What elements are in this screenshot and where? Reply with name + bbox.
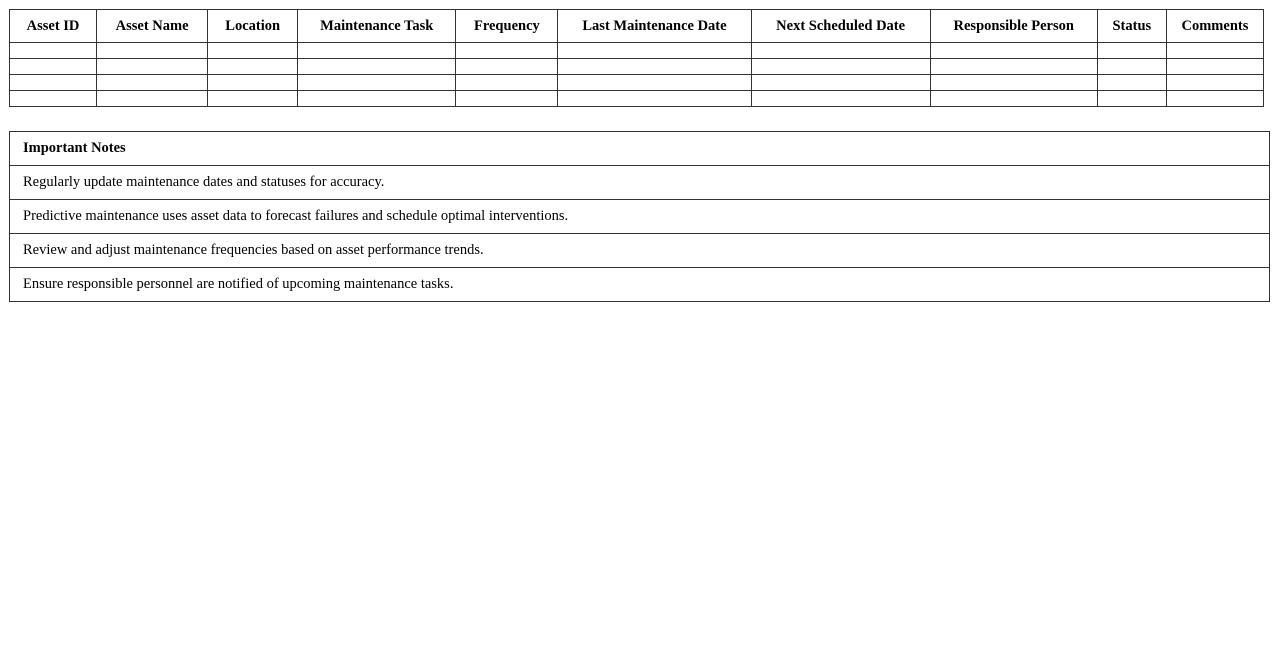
column-header-responsible-person: Responsible Person bbox=[930, 10, 1097, 43]
list-item bbox=[10, 234, 1270, 268]
cell-asset-name[interactable] bbox=[97, 91, 208, 107]
column-header-last-maintenance-date: Last Maintenance Date bbox=[558, 10, 751, 43]
column-header-frequency: Frequency bbox=[456, 10, 558, 43]
list-item bbox=[10, 268, 1270, 302]
cell-comments[interactable] bbox=[1166, 91, 1263, 107]
list-item bbox=[10, 166, 1270, 200]
schedule-header-row bbox=[10, 10, 1264, 43]
cell-comments[interactable] bbox=[1166, 43, 1263, 59]
cell-location[interactable] bbox=[208, 43, 298, 59]
maintenance-schedule-table bbox=[9, 9, 1264, 107]
maintenance-schedule-section bbox=[9, 9, 1264, 107]
note-text: Review and adjust maintenance frequencies based on asset performance trends. bbox=[10, 234, 1270, 268]
important-notes-section bbox=[9, 131, 1270, 302]
cell-status[interactable] bbox=[1097, 75, 1166, 91]
column-header-asset-id: Asset ID bbox=[10, 10, 97, 43]
cell-maintenance-task[interactable] bbox=[298, 75, 456, 91]
column-header-location: Location bbox=[208, 10, 298, 43]
note-text: Ensure responsible personnel are notified of upcoming maintenance tasks. bbox=[10, 268, 1270, 302]
cell-asset-id[interactable] bbox=[10, 59, 97, 75]
cell-frequency[interactable] bbox=[456, 91, 558, 107]
cell-asset-name[interactable] bbox=[97, 59, 208, 75]
cell-asset-name[interactable] bbox=[97, 75, 208, 91]
cell-frequency[interactable] bbox=[456, 59, 558, 75]
cell-next-scheduled-date[interactable] bbox=[751, 43, 930, 59]
cell-frequency[interactable] bbox=[456, 43, 558, 59]
cell-asset-id[interactable] bbox=[10, 91, 97, 107]
table-row[interactable] bbox=[10, 59, 1264, 75]
cell-comments[interactable] bbox=[1166, 59, 1263, 75]
notes-header-row bbox=[10, 132, 1270, 166]
cell-last-maintenance-date[interactable] bbox=[558, 75, 751, 91]
column-header-comments: Comments bbox=[1166, 10, 1263, 43]
cell-maintenance-task[interactable] bbox=[298, 91, 456, 107]
cell-status[interactable] bbox=[1097, 59, 1166, 75]
schedule-table-body bbox=[10, 43, 1264, 107]
cell-asset-id[interactable] bbox=[10, 75, 97, 91]
list-item bbox=[10, 200, 1270, 234]
note-text: Predictive maintenance uses asset data to forecast failures and schedule optimal interventions. bbox=[10, 200, 1270, 234]
column-header-status: Status bbox=[1097, 10, 1166, 43]
schedule-table-head bbox=[10, 10, 1264, 43]
column-header-next-scheduled-date: Next Scheduled Date bbox=[751, 10, 930, 43]
cell-next-scheduled-date[interactable] bbox=[751, 75, 930, 91]
cell-last-maintenance-date[interactable] bbox=[558, 43, 751, 59]
notes-table-head bbox=[10, 132, 1270, 166]
cell-responsible-person[interactable] bbox=[930, 59, 1097, 75]
table-row[interactable] bbox=[10, 75, 1264, 91]
cell-maintenance-task[interactable] bbox=[298, 59, 456, 75]
cell-next-scheduled-date[interactable] bbox=[751, 91, 930, 107]
table-row[interactable] bbox=[10, 91, 1264, 107]
notes-header-label: Important Notes bbox=[10, 132, 1270, 166]
cell-responsible-person[interactable] bbox=[930, 43, 1097, 59]
cell-responsible-person[interactable] bbox=[930, 91, 1097, 107]
cell-location[interactable] bbox=[208, 59, 298, 75]
table-row[interactable] bbox=[10, 43, 1264, 59]
cell-comments[interactable] bbox=[1166, 75, 1263, 91]
cell-last-maintenance-date[interactable] bbox=[558, 59, 751, 75]
column-header-maintenance-task: Maintenance Task bbox=[298, 10, 456, 43]
cell-last-maintenance-date[interactable] bbox=[558, 91, 751, 107]
cell-responsible-person[interactable] bbox=[930, 75, 1097, 91]
cell-maintenance-task[interactable] bbox=[298, 43, 456, 59]
cell-asset-name[interactable] bbox=[97, 43, 208, 59]
cell-status[interactable] bbox=[1097, 43, 1166, 59]
column-header-asset-name: Asset Name bbox=[97, 10, 208, 43]
cell-location[interactable] bbox=[208, 91, 298, 107]
important-notes-table bbox=[9, 131, 1270, 302]
cell-location[interactable] bbox=[208, 75, 298, 91]
cell-frequency[interactable] bbox=[456, 75, 558, 91]
note-text: Regularly update maintenance dates and statuses for accuracy. bbox=[10, 166, 1270, 200]
cell-next-scheduled-date[interactable] bbox=[751, 59, 930, 75]
cell-asset-id[interactable] bbox=[10, 43, 97, 59]
notes-table-body bbox=[10, 166, 1270, 302]
cell-status[interactable] bbox=[1097, 91, 1166, 107]
